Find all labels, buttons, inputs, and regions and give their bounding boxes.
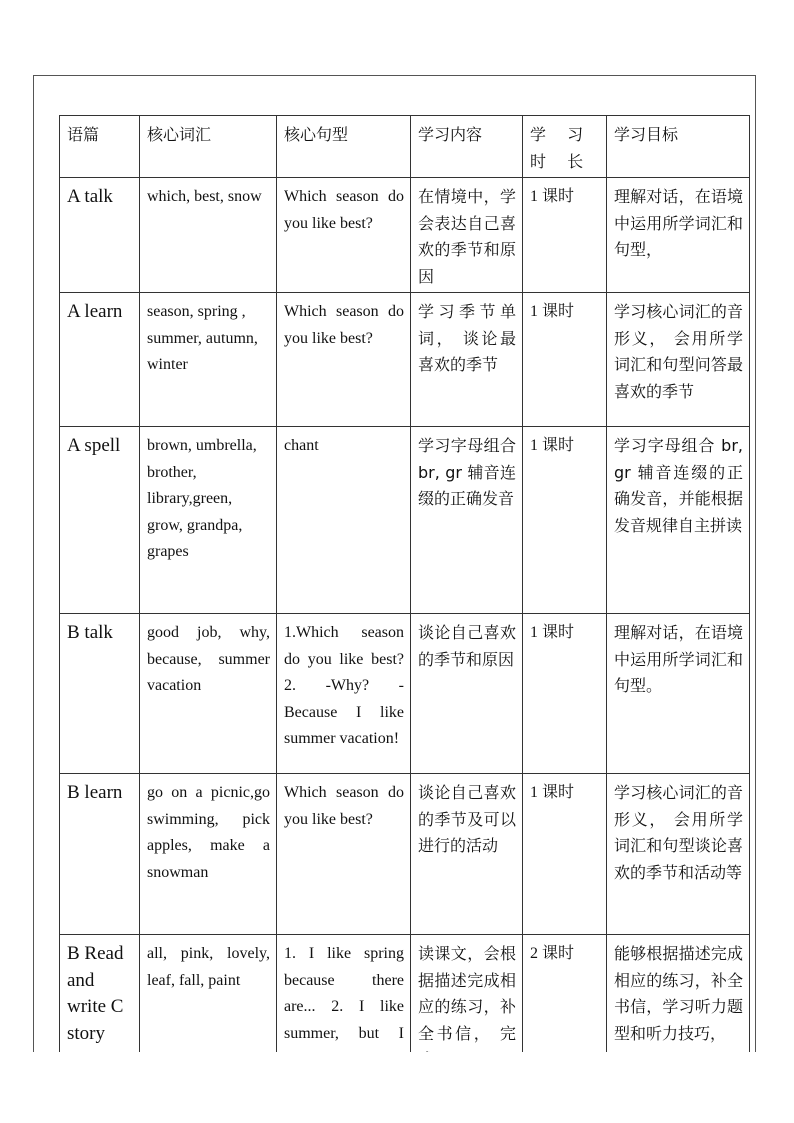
table-row	[60, 427, 750, 614]
row-vocab: all, pink, lovely, leaf, fall, paint	[140, 935, 277, 1077]
row-duration: 1 课时	[523, 774, 607, 935]
row-sentences: 1. I like spring because there are... 2. I like summer, but I	[277, 935, 411, 1077]
row-lesson: B talk	[60, 614, 140, 774]
header-goal: 学习目标	[607, 116, 750, 178]
table-header-row	[60, 116, 750, 178]
row-vocab: which, best, snow	[140, 178, 277, 293]
row-vocab: season, spring , summer, autumn, winter	[140, 293, 277, 427]
row-goal: 理解对话，在语境中运用所学词汇和句型。	[607, 614, 750, 774]
row-content: 读课文，会根据描述完成相应的练习，补全书信， 完	[411, 935, 523, 1077]
row-content: 谈论自己喜欢的季节及可以进行的活动	[411, 774, 523, 935]
row-vocab: go on a picnic,go swimming, pick apples, make a snowman	[140, 774, 277, 935]
row-lesson: A talk	[60, 178, 140, 293]
row-goal: 学习核心词汇的音形义， 会用所学词汇和句型问答最喜欢的季节	[607, 293, 750, 427]
header-lesson: 语篇	[60, 116, 140, 178]
row-vocab: good job, why, because, summer vacation	[140, 614, 277, 774]
row-content: 学习字母组合 br, gr 辅音连缀的正确发音	[411, 427, 523, 614]
row-sentences: chant	[277, 427, 411, 614]
row-sentences: Which season do you like best?	[277, 774, 411, 935]
row-lesson: B learn	[60, 774, 140, 935]
row-goal: 能够根据描述完成相应的练习，补全书信，学习听力题型和听力技巧，	[607, 935, 750, 1077]
row-sentences: Which season do you like best?	[277, 293, 411, 427]
row-lesson: B Read and write C story	[60, 935, 140, 1077]
row-vocab: brown, umbrella, brother, library,green, grow, grandpa, grapes	[140, 427, 277, 614]
row-sentences: 1.Which season do you like best? 2. -Why? -Because I like summer vacation!	[277, 614, 411, 774]
row-duration: 1 课时	[523, 614, 607, 774]
row-lesson: A spell	[60, 427, 140, 614]
row-goal: 学习核心词汇的音形义， 会用所学词汇和句型谈论喜欢的季节和活动等	[607, 774, 750, 935]
header-content: 学习内容	[411, 116, 523, 178]
row-duration: 2 课时	[523, 935, 607, 1077]
table-row	[60, 178, 750, 293]
row-goal: 学习字母组合 br, gr 辅音连缀的正确发音，并能根据发音规律自主拼读	[607, 427, 750, 614]
header-duration: 学 习 时 长	[523, 116, 607, 178]
table-row	[60, 614, 750, 774]
row-duration: 1 课时	[523, 178, 607, 293]
table-row	[60, 774, 750, 935]
row-content: 在情境中，学会表达自己喜欢的季节和原因	[411, 178, 523, 293]
row-goal: 理解对话，在语境中运用所学词汇和句型，	[607, 178, 750, 293]
row-lesson: A learn	[60, 293, 140, 427]
row-sentences: Which season do you like best?	[277, 178, 411, 293]
header-sentences: 核心句型	[277, 116, 411, 178]
lesson-plan-table	[59, 115, 750, 1077]
header-vocab: 核心词汇	[140, 116, 277, 178]
table-row	[60, 293, 750, 427]
row-duration: 1 课时	[523, 293, 607, 427]
page-bottom-margin	[33, 1052, 756, 1123]
row-content: 学习季节单词， 谈论最喜欢的季节	[411, 293, 523, 427]
row-content: 谈论自己喜欢的季节和原因	[411, 614, 523, 774]
row-duration: 1 课时	[523, 427, 607, 614]
